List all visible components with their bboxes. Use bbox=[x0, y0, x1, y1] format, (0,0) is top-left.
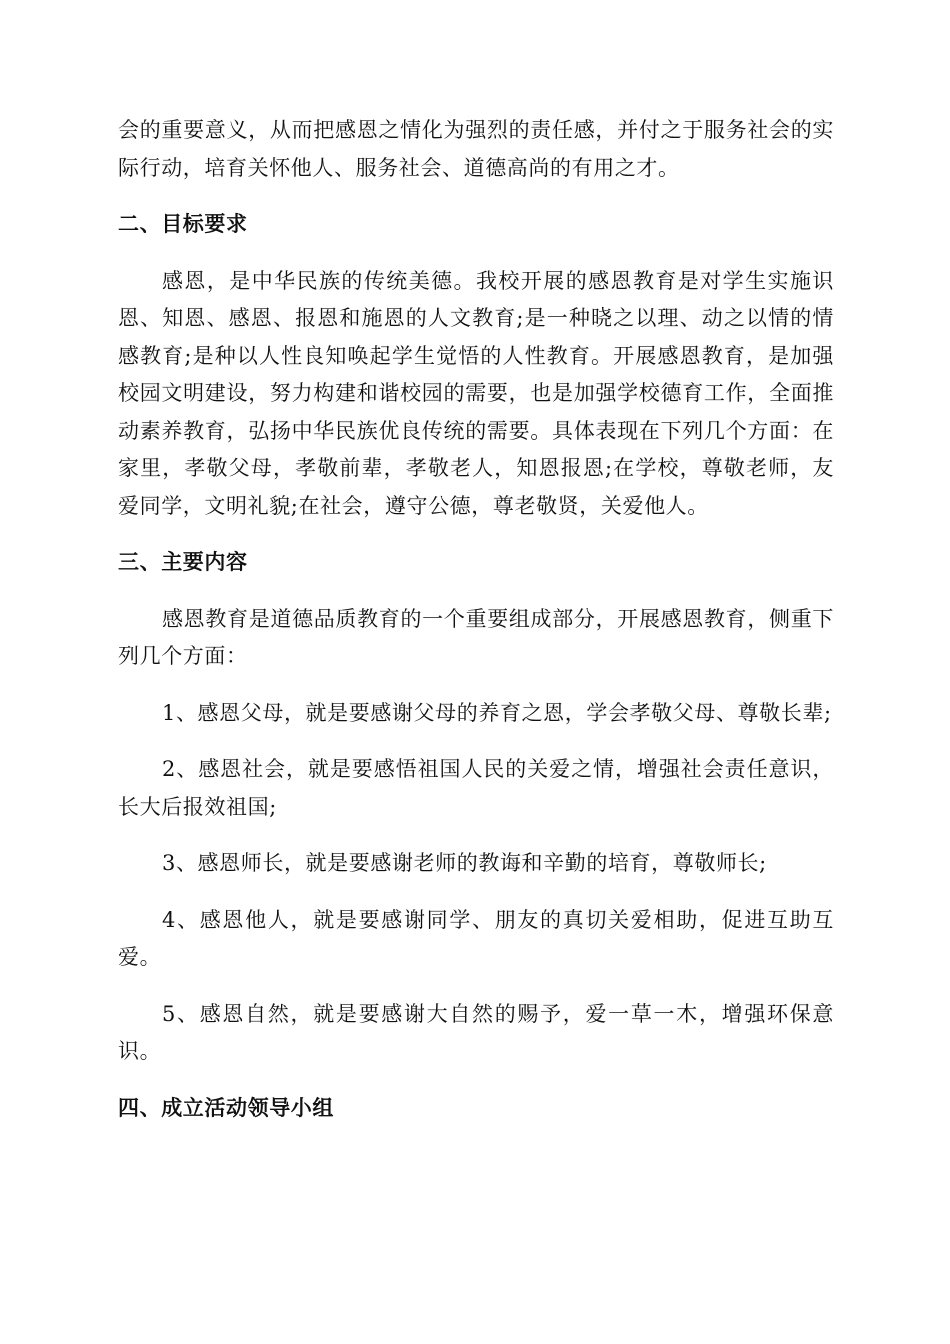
section-heading-goals: 二、目标要求 bbox=[118, 212, 248, 236]
document-body bbox=[118, 112, 834, 1146]
content-paragraph: 感恩教育是道德品质教育的一个重要组成部分，开展感恩教育，侧重下列几个方面： bbox=[118, 606, 834, 668]
list-item: 5、感恩自然，就是要感谢大自然的赐予，爱一草一木，增强环保意识。 bbox=[118, 1001, 834, 1063]
section-heading-content: 三、主要内容 bbox=[118, 550, 248, 574]
list-item: 1、感恩父母，就是要感谢父母的养育之恩，学会孝敬父母、尊敬长辈; bbox=[162, 700, 832, 725]
list-item: 2、感恩社会，就是要感悟祖国人民的关爱之情，增强社会责任意识，长大后报效祖国; bbox=[118, 757, 834, 819]
list-item: 3、感恩师长，就是要感谢老师的教诲和辛勤的培育，尊敬师长; bbox=[162, 851, 767, 875]
intro-paragraph: 会的重要意义，从而把感恩之情化为强烈的责任感，并付之于服务社会的实际行动，培育关怀他人、服务社会、道德高尚的有用之才。 bbox=[118, 118, 834, 180]
goals-paragraph: 感恩，是中华民族的传统美德。我校开展的感恩教育是对学生实施识恩、知恩、感恩、报恩和施恩的人文教育;是一种晓之以理、动之以情的情感教育;是种以人性良知唤起学生觉悟的人性教育。开展感恩教育，是加强校园文明建设，努力构建和谐校园的需要，也是加强学校德育工作，全面推动素养教育，弘扬中华民族优良传统的需要。具体表现在下列几个方面：在家里，孝敬父母，孝敬前辈，孝敬老人，知恩报恩;在学校，尊敬老师，友爱同学，文明礼貌;在社会，遵守公德，尊老敬贤，关爱他人。 bbox=[118, 268, 834, 518]
section-heading-leadership: 四、成立活动领导小组 bbox=[118, 1095, 334, 1120]
list-item: 4、感恩他人，就是要感谢同学、朋友的真切关爱相助，促进互助互爱。 bbox=[118, 907, 834, 969]
